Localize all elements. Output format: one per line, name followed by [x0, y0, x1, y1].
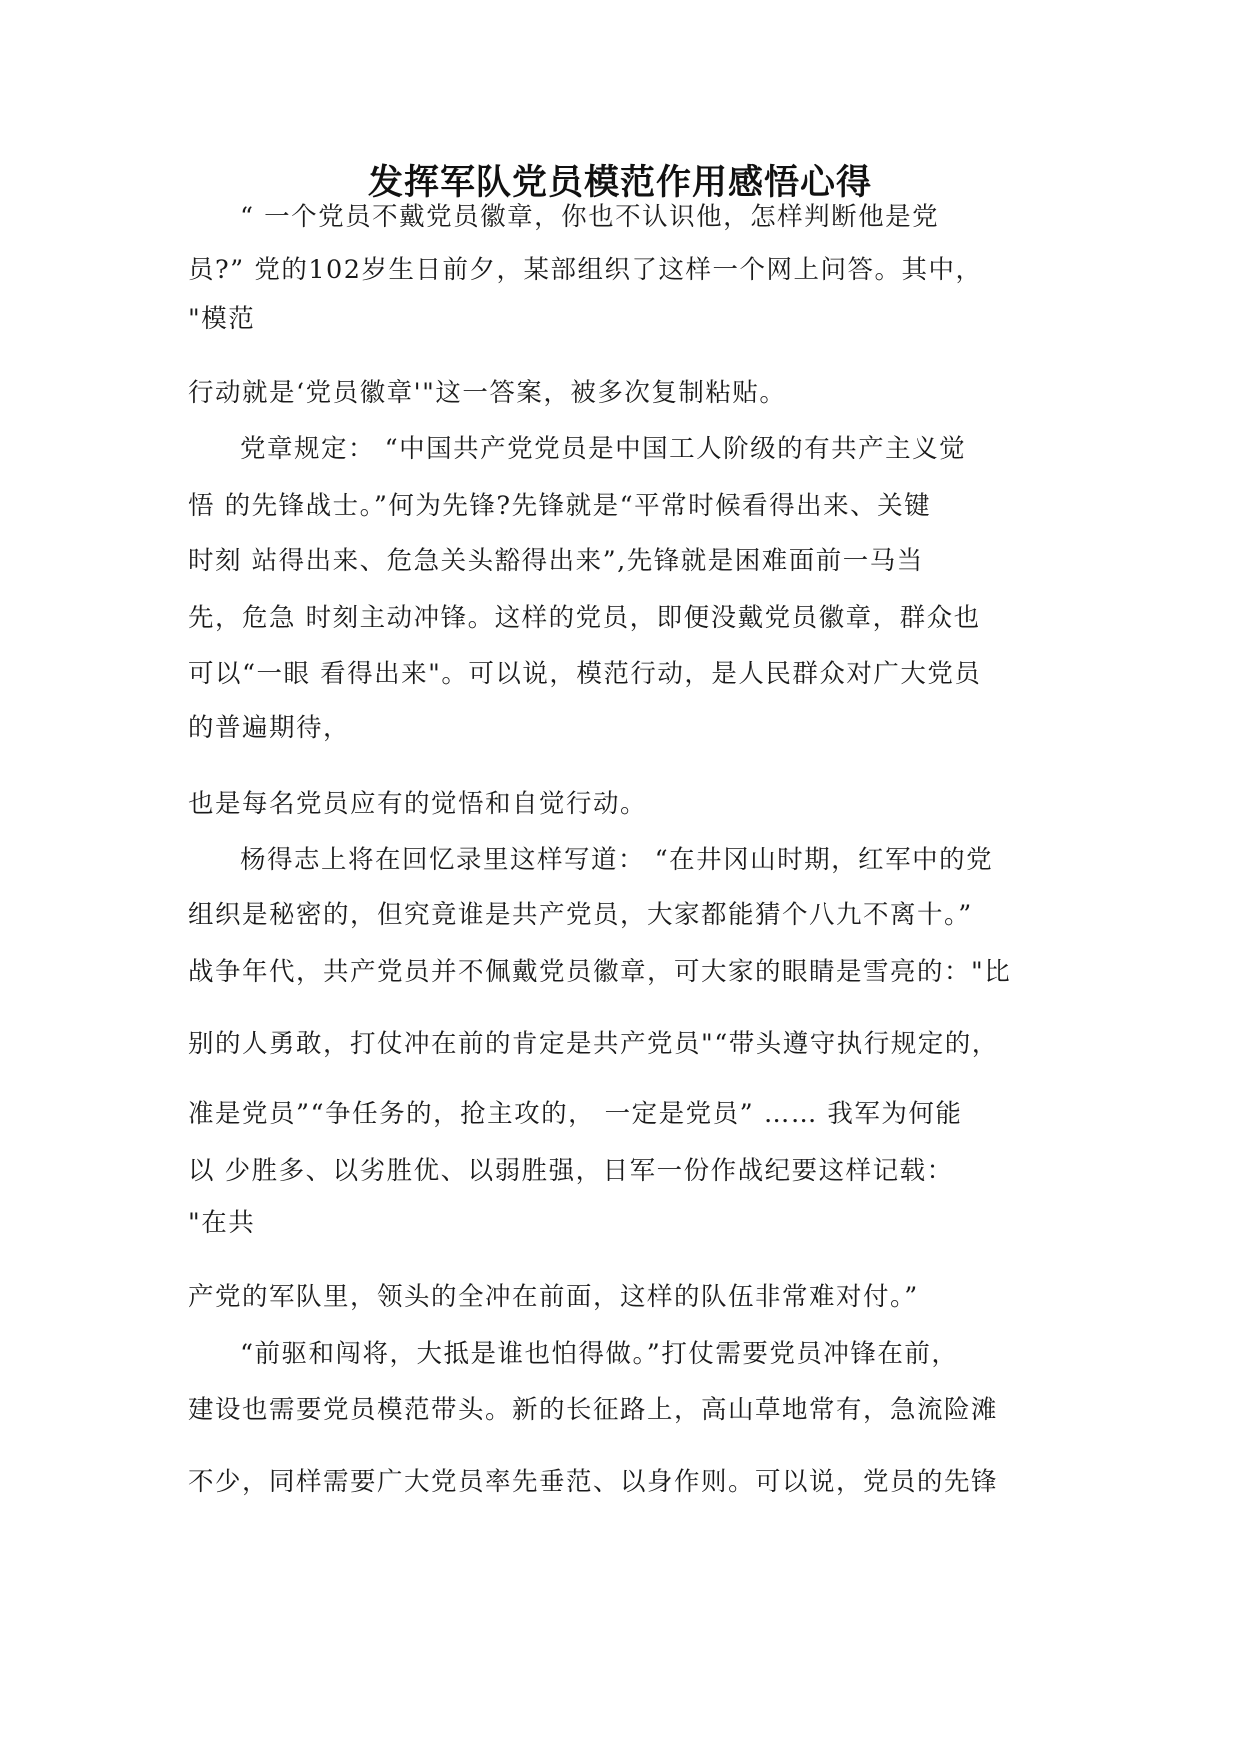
text-line: 产党的军队里，领头的全冲在前面，这样的队伍非常难对付。” — [188, 1282, 919, 1312]
text-line: "在共 — [188, 1208, 256, 1238]
text-line: 先，危急 时刻主动冲锋。这样的党员，即便没戴党员徽章，群众也 — [188, 603, 981, 633]
text-line: 不少，同样需要广大党员率先垂范、以身作则。可以说，党员的先锋 — [188, 1467, 999, 1497]
text-line: 悟 的先锋战士。”何为先锋?先锋就是“平常时候看得出来、关键 — [188, 491, 932, 521]
text-line: 准是党员”“争任务的，抢主攻的， 一定是党员” …… 我军为何能 — [188, 1099, 963, 1129]
text-line: “ 一个党员不戴党员徽章，你也不认识他，怎样判断他是党 — [240, 202, 940, 232]
text-line: "模范 — [188, 304, 256, 334]
text-line: 以 少胜多、以劣胜优、以弱胜强，日军一份作战纪要这样记载： — [188, 1156, 954, 1186]
text-line: 杨得志上将在回忆录里这样写道： “在井冈山时期，红军中的党 — [240, 845, 994, 875]
text-line: 的普遍期待， — [188, 713, 351, 743]
text-line: 行动就是‘党员徽章'"这一答案，被多次复制粘贴。 — [188, 378, 787, 408]
text-line: 别的人勇敢，打仗冲在前的肯定是共产党员"“带头遵守执行规定的， — [188, 1029, 999, 1059]
text-line: 时刻 站得出来、危急关头豁得出来”,先锋就是困难面前一马当 — [188, 546, 924, 576]
text-line: 党章规定： “中国共产党党员是中国工人阶级的有共产主义觉 — [240, 434, 967, 464]
text-line: 可以“一眼 看得出来"。可以说，模范行动，是人民群众对广大党员 — [188, 659, 982, 689]
text-line: 建设也需要党员模范带头。新的长征路上，高山草地常有，急流险滩 — [188, 1395, 999, 1425]
document-title: 发挥军队党员模范作用感悟心得 — [367, 163, 872, 203]
text-line: 也是每名党员应有的觉悟和自觉行动。 — [188, 789, 648, 819]
text-line: 组织是秘密的，但究竟谁是共产党员，大家都能猜个八九不离十。” — [188, 900, 973, 930]
text-line: 员?” 党的102岁生日前夕，某部组织了这样一个网上问答。其中， — [188, 255, 983, 285]
text-line: “前驱和闯将，大抵是谁也怕得做。”打仗需要党员冲锋在前， — [240, 1339, 959, 1369]
text-line: 战争年代，共产党员并不佩戴党员徽章，可大家的眼睛是雪亮的："比 — [188, 957, 1012, 987]
